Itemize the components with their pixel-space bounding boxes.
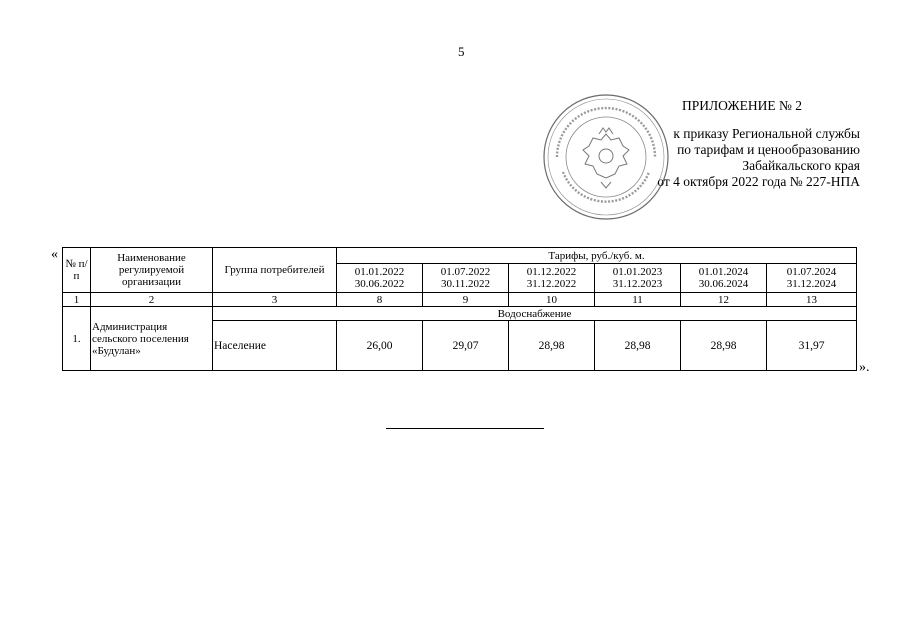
column-number: 10 xyxy=(509,293,595,307)
period-header: 01.01.2024 30.06.2024 xyxy=(681,264,767,293)
section-title: Водоснабжение xyxy=(213,307,857,321)
row-number: 1. xyxy=(63,307,91,371)
tariff-value: 31,97 xyxy=(767,321,857,371)
header-line: Забайкальского края xyxy=(742,158,860,173)
header-num: № п/п xyxy=(63,248,91,293)
column-number: 12 xyxy=(681,293,767,307)
tariff-table xyxy=(62,247,857,371)
tariff-value: 28,98 xyxy=(595,321,681,371)
header-line: к приказу Региональной службы xyxy=(673,126,860,141)
column-number: 3 xyxy=(213,293,337,307)
tariff-value: 28,98 xyxy=(681,321,767,371)
column-number: 8 xyxy=(337,293,423,307)
appendix-header xyxy=(560,98,860,190)
appendix-title: ПРИЛОЖЕНИЕ № 2 xyxy=(681,98,802,113)
header-tariffs: Тарифы, руб./куб. м. xyxy=(337,248,857,264)
column-number: 11 xyxy=(595,293,681,307)
column-number: 9 xyxy=(423,293,509,307)
footer-divider xyxy=(386,428,544,429)
closing-quote: ». xyxy=(859,360,870,375)
column-number: 1 xyxy=(63,293,91,307)
header-line: от 4 октября 2022 года № 227-НПА xyxy=(657,174,860,189)
period-header: 01.01.2022 30.06.2022 xyxy=(337,264,423,293)
header-group: Группа потребителей xyxy=(213,248,337,293)
header-org: Наименование регулируемой организации xyxy=(91,248,213,293)
consumer-group: Население xyxy=(213,321,337,371)
tariff-value: 28,98 xyxy=(509,321,595,371)
header-line: по тарифам и ценообразованию xyxy=(677,142,860,157)
column-number: 13 xyxy=(767,293,857,307)
period-header: 01.07.2024 31.12.2024 xyxy=(767,264,857,293)
page-number: 5 xyxy=(458,44,465,59)
period-header: 01.07.2022 30.11.2022 xyxy=(423,264,509,293)
org-name: Администрация сельского поселения «Будулан» xyxy=(91,307,213,371)
opening-quote: « xyxy=(51,247,58,262)
period-header: 01.01.2023 31.12.2023 xyxy=(595,264,681,293)
column-number: 2 xyxy=(91,293,213,307)
tariff-value: 26,00 xyxy=(337,321,423,371)
period-header: 01.12.2022 31.12.2022 xyxy=(509,264,595,293)
tariff-value: 29,07 xyxy=(423,321,509,371)
